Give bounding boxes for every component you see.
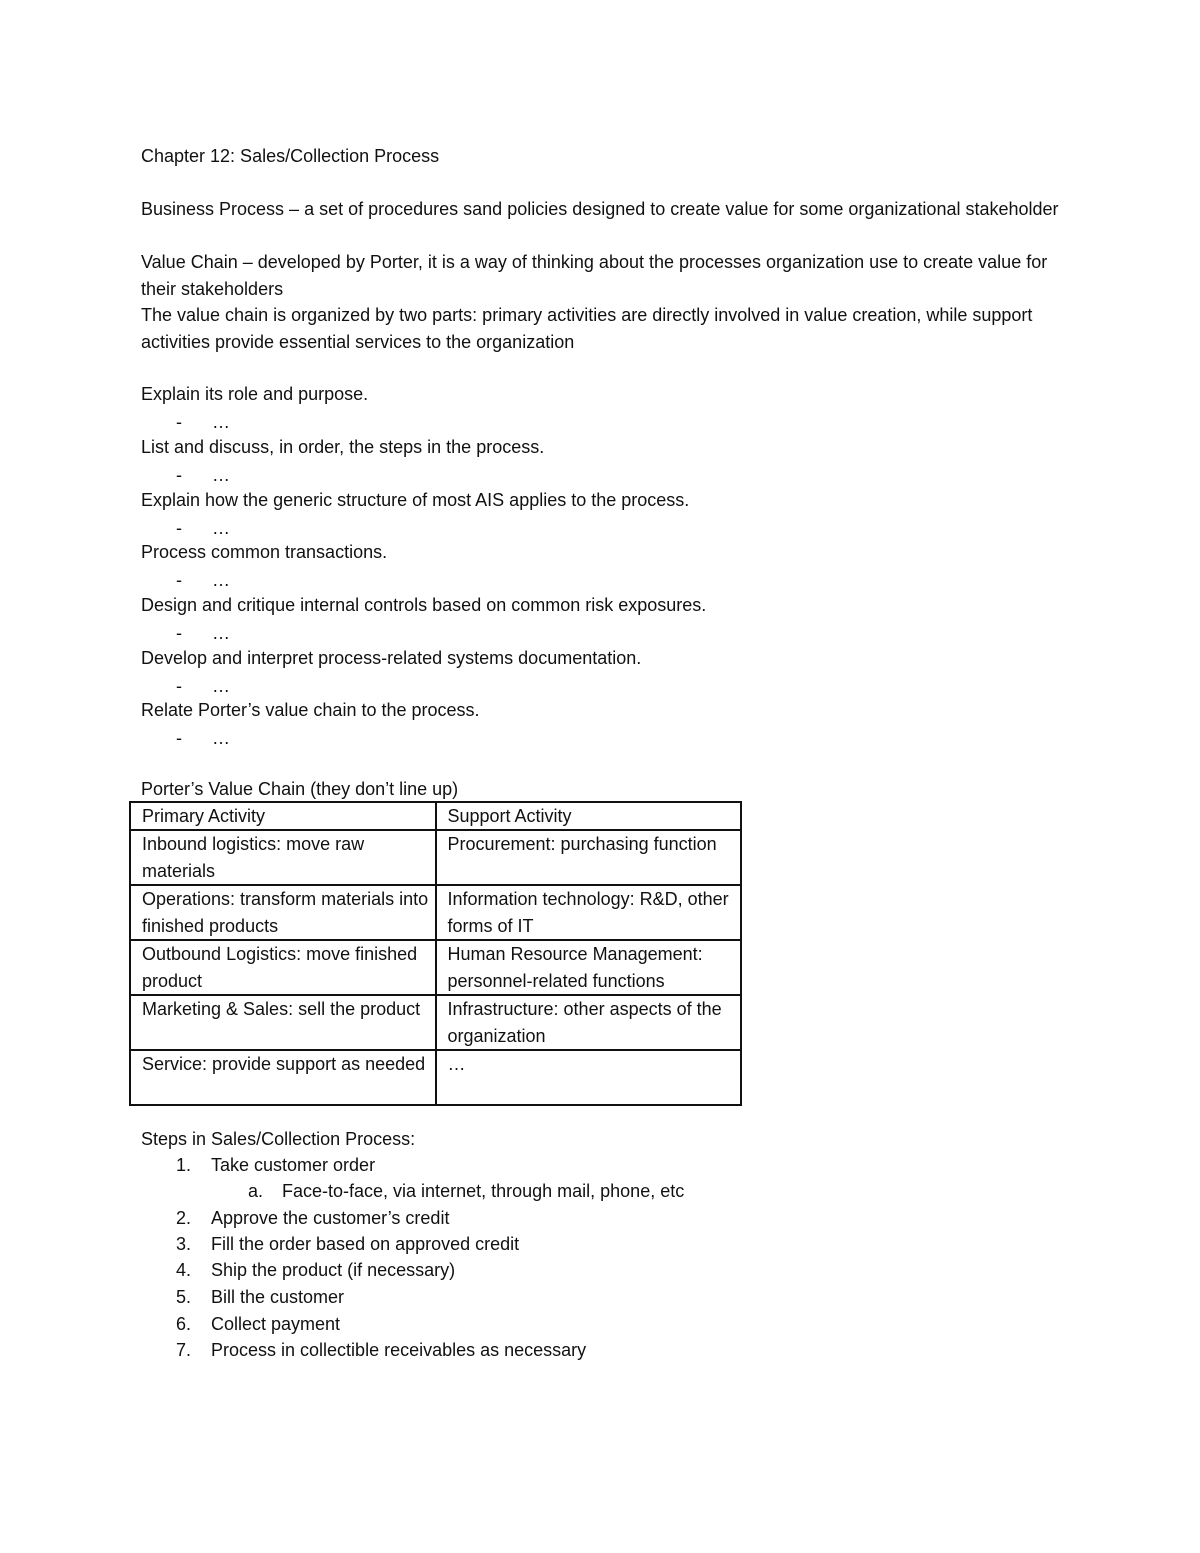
support-activity-cell: Infrastructure: other aspects of the organization: [436, 995, 742, 1050]
objective-bullet: [176, 620, 230, 646]
objective-bullet: [176, 515, 230, 541]
table-row: [130, 885, 741, 940]
step-text: Bill the customer: [211, 1287, 345, 1307]
bullet-text: …: [212, 570, 230, 590]
definition-value-chain-parts: The value chain is organized by two parts: primary activities are directly involved in value creation, while support activities provide essential services to the organization: [141, 305, 1033, 352]
step-item: [176, 1337, 586, 1363]
primary-activity-cell: Inbound logistics: move raw materials: [130, 830, 436, 885]
step-item: [176, 1205, 449, 1231]
objective-text: List and discuss, in order, the steps in the process.: [141, 437, 545, 457]
objective-bullet: [176, 409, 230, 435]
objective-text: Develop and interpret process-related systems documentation.: [141, 648, 642, 668]
definition-business-process: Business Process – a set of procedures sand policies designed to create value for some organizational stakeholder: [141, 199, 1059, 219]
steps-heading: Steps in Sales/Collection Process:: [141, 1129, 416, 1149]
step-text: Approve the customer’s credit: [211, 1208, 450, 1228]
value-chain-table: [129, 801, 742, 1106]
bullet-dash: -: [176, 570, 182, 590]
primary-activity-cell: Service: provide support as needed: [130, 1050, 436, 1105]
bullet-dash: -: [176, 518, 182, 538]
bullet-text: …: [212, 676, 230, 696]
table-row: [130, 1050, 741, 1105]
primary-activity-cell: Marketing & Sales: sell the product: [130, 995, 436, 1050]
bullet-dash: -: [176, 728, 182, 748]
step-item: [176, 1284, 344, 1310]
step-number: 4.: [176, 1260, 192, 1280]
step-number: 6.: [176, 1314, 192, 1334]
column-header: Support Activity: [436, 802, 742, 830]
step-item: [176, 1231, 519, 1257]
substep-letter: a.: [248, 1181, 264, 1201]
step-text: Take customer order: [211, 1155, 376, 1175]
objective-text: Relate Porter’s value chain to the process.: [141, 700, 480, 720]
bullet-text: …: [212, 465, 230, 485]
objective-bullet: [176, 462, 230, 488]
step-text: Ship the product (if necessary): [211, 1260, 456, 1280]
objective-text: Process common transactions.: [141, 542, 388, 562]
step-text: Collect payment: [211, 1314, 341, 1334]
objective-bullet: [176, 567, 230, 593]
bullet-dash: -: [176, 676, 182, 696]
substep-item: [248, 1178, 684, 1204]
table-header-row: [130, 802, 741, 830]
step-number: 2.: [176, 1208, 192, 1228]
step-text: Fill the order based on approved credit: [211, 1234, 520, 1254]
bullet-dash: -: [176, 465, 182, 485]
step-number: 5.: [176, 1287, 192, 1307]
bullet-text: …: [212, 623, 230, 643]
page-title: Chapter 12: Sales/Collection Process: [141, 146, 440, 166]
support-activity-cell: …: [436, 1050, 742, 1105]
value-chain-heading: Porter’s Value Chain (they don’t line up): [141, 779, 459, 799]
table-row: [130, 995, 741, 1050]
support-activity-cell: Information technology: R&D, other forms of IT: [436, 885, 742, 940]
primary-activity-cell: Outbound Logistics: move finished product: [130, 940, 436, 995]
column-header: Primary Activity: [130, 802, 436, 830]
objective-text: Design and critique internal controls based on common risk exposures.: [141, 595, 707, 615]
table-row: [130, 830, 741, 885]
objective-text: Explain how the generic structure of most AIS applies to the process.: [141, 490, 690, 510]
step-number: 7.: [176, 1340, 192, 1360]
support-activity-cell: Human Resource Management: personnel-related functions: [436, 940, 742, 995]
objective-text: Explain its role and purpose.: [141, 384, 369, 404]
objective-bullet: [176, 673, 230, 699]
support-activity-cell: Procurement: purchasing function: [436, 830, 742, 885]
step-item: [176, 1152, 375, 1178]
step-item: [176, 1311, 340, 1337]
bullet-dash: -: [176, 623, 182, 643]
table-row: [130, 940, 741, 995]
step-number: 1.: [176, 1155, 192, 1175]
substep-text: Face-to-face, via internet, through mail, phone, etc: [282, 1181, 685, 1201]
bullet-text: …: [212, 518, 230, 538]
bullet-text: …: [212, 728, 230, 748]
step-text: Process in collectible receivables as necessary: [211, 1340, 587, 1360]
step-number: 3.: [176, 1234, 192, 1254]
objective-bullet: [176, 725, 230, 751]
step-item: [176, 1257, 455, 1283]
primary-activity-cell: Operations: transform materials into finished products: [130, 885, 436, 940]
definition-value-chain: Value Chain – developed by Porter, it is a way of thinking about the processes organization use to create value for their stakeholders: [141, 252, 1048, 299]
bullet-dash: -: [176, 412, 182, 432]
bullet-text: …: [212, 412, 230, 432]
